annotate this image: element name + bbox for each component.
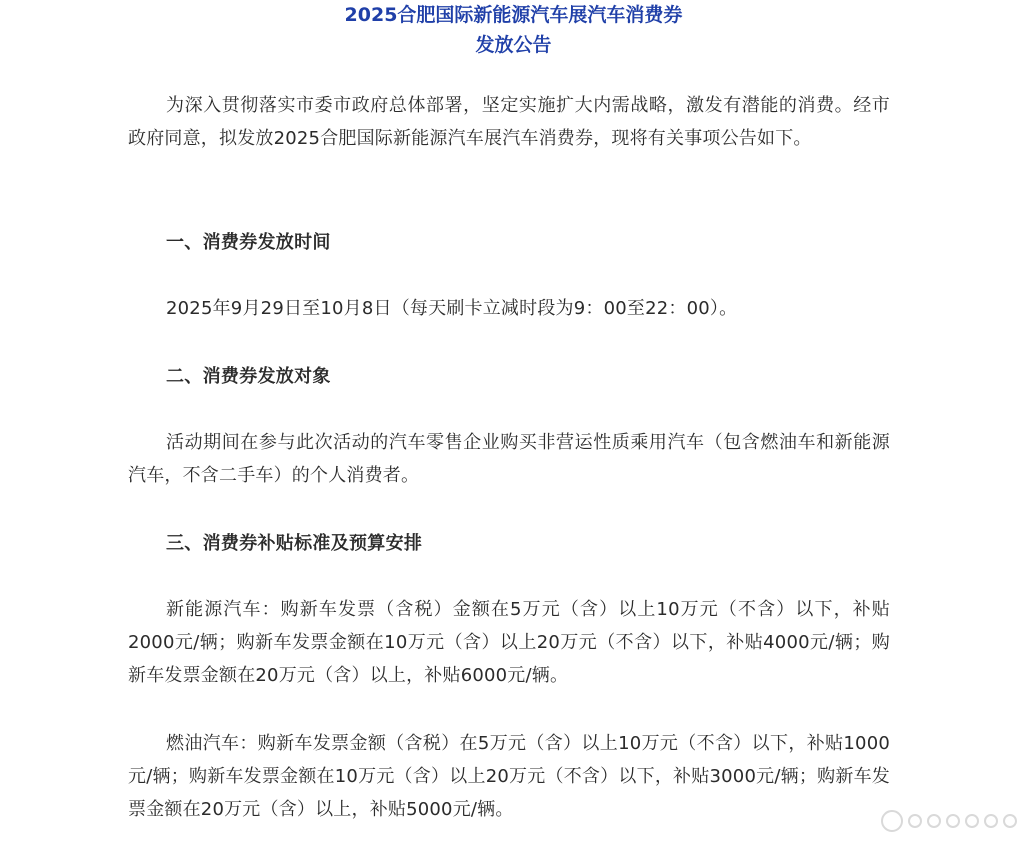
page-title: 2025合肥国际新能源汽车展汽车消费券 — [344, 4, 683, 26]
page-subtitle: 发放公告 — [475, 34, 552, 56]
watermark-dots — [881, 810, 1017, 832]
watermark-dot-icon — [927, 814, 941, 828]
section3-fuel-paragraph: 燃油汽车：购新车发票金额（含税）在5万元（含）以上10万元（不含）以下，补贴1000元/辆；购新车发票金额在10万元（含）以上20万元（不含）以下，补贴3000元/辆；购新车发票金额在20万元（含）以上，补贴5000元/辆。 — [128, 733, 890, 820]
section2-body: 活动期间在参与此次活动的汽车零售企业购买非营运性质乘用汽车（包含燃油车和新能源汽车，不含二手车）的个人消费者。 — [128, 432, 890, 486]
section2-heading: 二、消费券发放对象 — [166, 366, 331, 387]
intro-paragraph: 为深入贯彻落实市委市政府总体部署，坚定实施扩大内需战略，激发有潜能的消费。经市政府同意，拟发放2025合肥国际新能源汽车展汽车消费券，现将有关事项公告如下。 — [128, 95, 890, 149]
watermark-dot-icon — [1003, 814, 1017, 828]
watermark-dot-icon — [984, 814, 998, 828]
watermark-dot-icon — [946, 814, 960, 828]
watermark-circle-icon — [881, 810, 903, 832]
section1-body: 2025年9月29日至10月8日（每天刷卡立减时段为9：00至22：00）。 — [166, 298, 738, 319]
watermark-dot-icon — [908, 814, 922, 828]
section1-heading: 一、消费券发放时间 — [166, 232, 331, 253]
section3-nev-paragraph: 新能源汽车：购新车发票（含税）金额在5万元（含）以上10万元（不含）以下，补贴2000元/辆；购新车发票金额在10万元（含）以上20万元（不含）以下，补贴4000元/辆；购新车发票金额在20万元（含）以上，补贴6000元/辆。 — [128, 599, 890, 686]
watermark-dot-icon — [965, 814, 979, 828]
section3-heading: 三、消费券补贴标准及预算安排 — [166, 533, 423, 554]
